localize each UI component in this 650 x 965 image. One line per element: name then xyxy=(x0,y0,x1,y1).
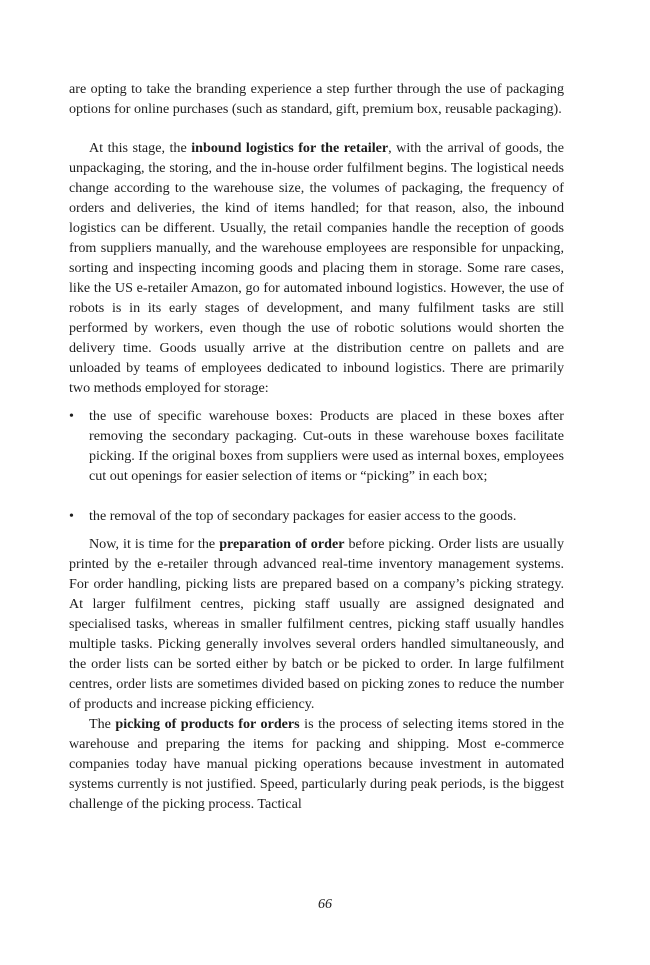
list-item-text: the use of specific warehouse boxes: Products are placed in these boxes after removing the secondary packaging. Cut-outs in these warehouse boxes facilitate picking. If the original boxes from suppliers were used as internal boxes, employees cut out openings for easier selection of items or “picking” in each box; xyxy=(89,408,564,484)
paragraph-picking-text: is the process of selecting items stored in the warehouse and preparing the items for packing and shipping. Most e-commerce companies today have manual picking operations because investment in automated systems currently is not justified. Speed, particularly during peak periods, is the biggest challenge of the picking process. Tactical xyxy=(69,716,565,812)
list-item xyxy=(69,506,564,526)
paragraph-preparation-lead: Now, it is time for the xyxy=(89,536,220,552)
storage-methods-list xyxy=(69,406,564,526)
list-item-text: the removal of the top of secondary packages for easier access to the goods. xyxy=(89,508,517,524)
term-picking-of-products: picking of products for orders xyxy=(115,716,300,732)
paragraph-branding: are opting to take the branding experience a step further through the use of packaging options for online purchases (such as standard, gift, premium box, reusable packaging). xyxy=(69,81,564,117)
bullet-icon: • xyxy=(69,408,74,424)
page-number: 66 xyxy=(318,897,332,912)
paragraph-preparation-of-order xyxy=(69,534,564,714)
list-item xyxy=(69,406,564,486)
paragraph-preparation-text: before picking. Order lists are usually printed by the e-retailer through advanced real-time inventory management systems. For order handling, picking lists are prepared based on a company’s picking strategy. At larger fulfilment centres, picking staff usually are assigned designated and specialised tasks, whereas in smaller fulfilment centres, picking staff usually handles multiple tasks. Picking generally involves several orders handled simultaneously, and the order lists can be sorted either by batch or be picked to order. In large fulfilment centres, order lists are sometimes divided based on picking zones to reduce the number of products and increase picking efficiency. xyxy=(69,536,565,712)
document-body xyxy=(69,79,564,814)
paragraph-inbound-logistics-text: , with the arrival of goods, the unpackaging, the storing, and the in-house order fulfilment begins. The logistical needs change according to the warehouse size, the volumes of packaging, the frequency of orders and deliveries, the kind of items handled; for that reason, also, the inbound logistics can be different. Usually, the retail companies handle the reception of goods from suppliers manually, and the warehouse employees are responsible for unpacking, sorting and inspecting incoming goods and placing them in storage. Some rare cases, like the US e-retailer Amazon, go for automated inbound logistics. However, the use of robots is in its early stages of development, and many fulfilment tasks are still performed by workers, even though the use of robotic solutions would shorten the delivery time. Goods usually arrive at the distribution centre on pallets and are unloaded by teams of employees dedicated to inbound logistics. There are primarily two methods employed for storage: xyxy=(69,140,564,396)
paragraph-inbound-logistics-lead: At this stage, the xyxy=(89,140,192,156)
bullet-icon: • xyxy=(69,508,74,524)
term-preparation-of-order: preparation of order xyxy=(219,536,345,552)
paragraph-picking-lead: The xyxy=(89,716,116,732)
paragraph-inbound-logistics xyxy=(69,138,564,398)
paragraph-picking-of-products xyxy=(69,714,564,814)
term-inbound-logistics: inbound logistics for the retailer xyxy=(191,140,389,156)
